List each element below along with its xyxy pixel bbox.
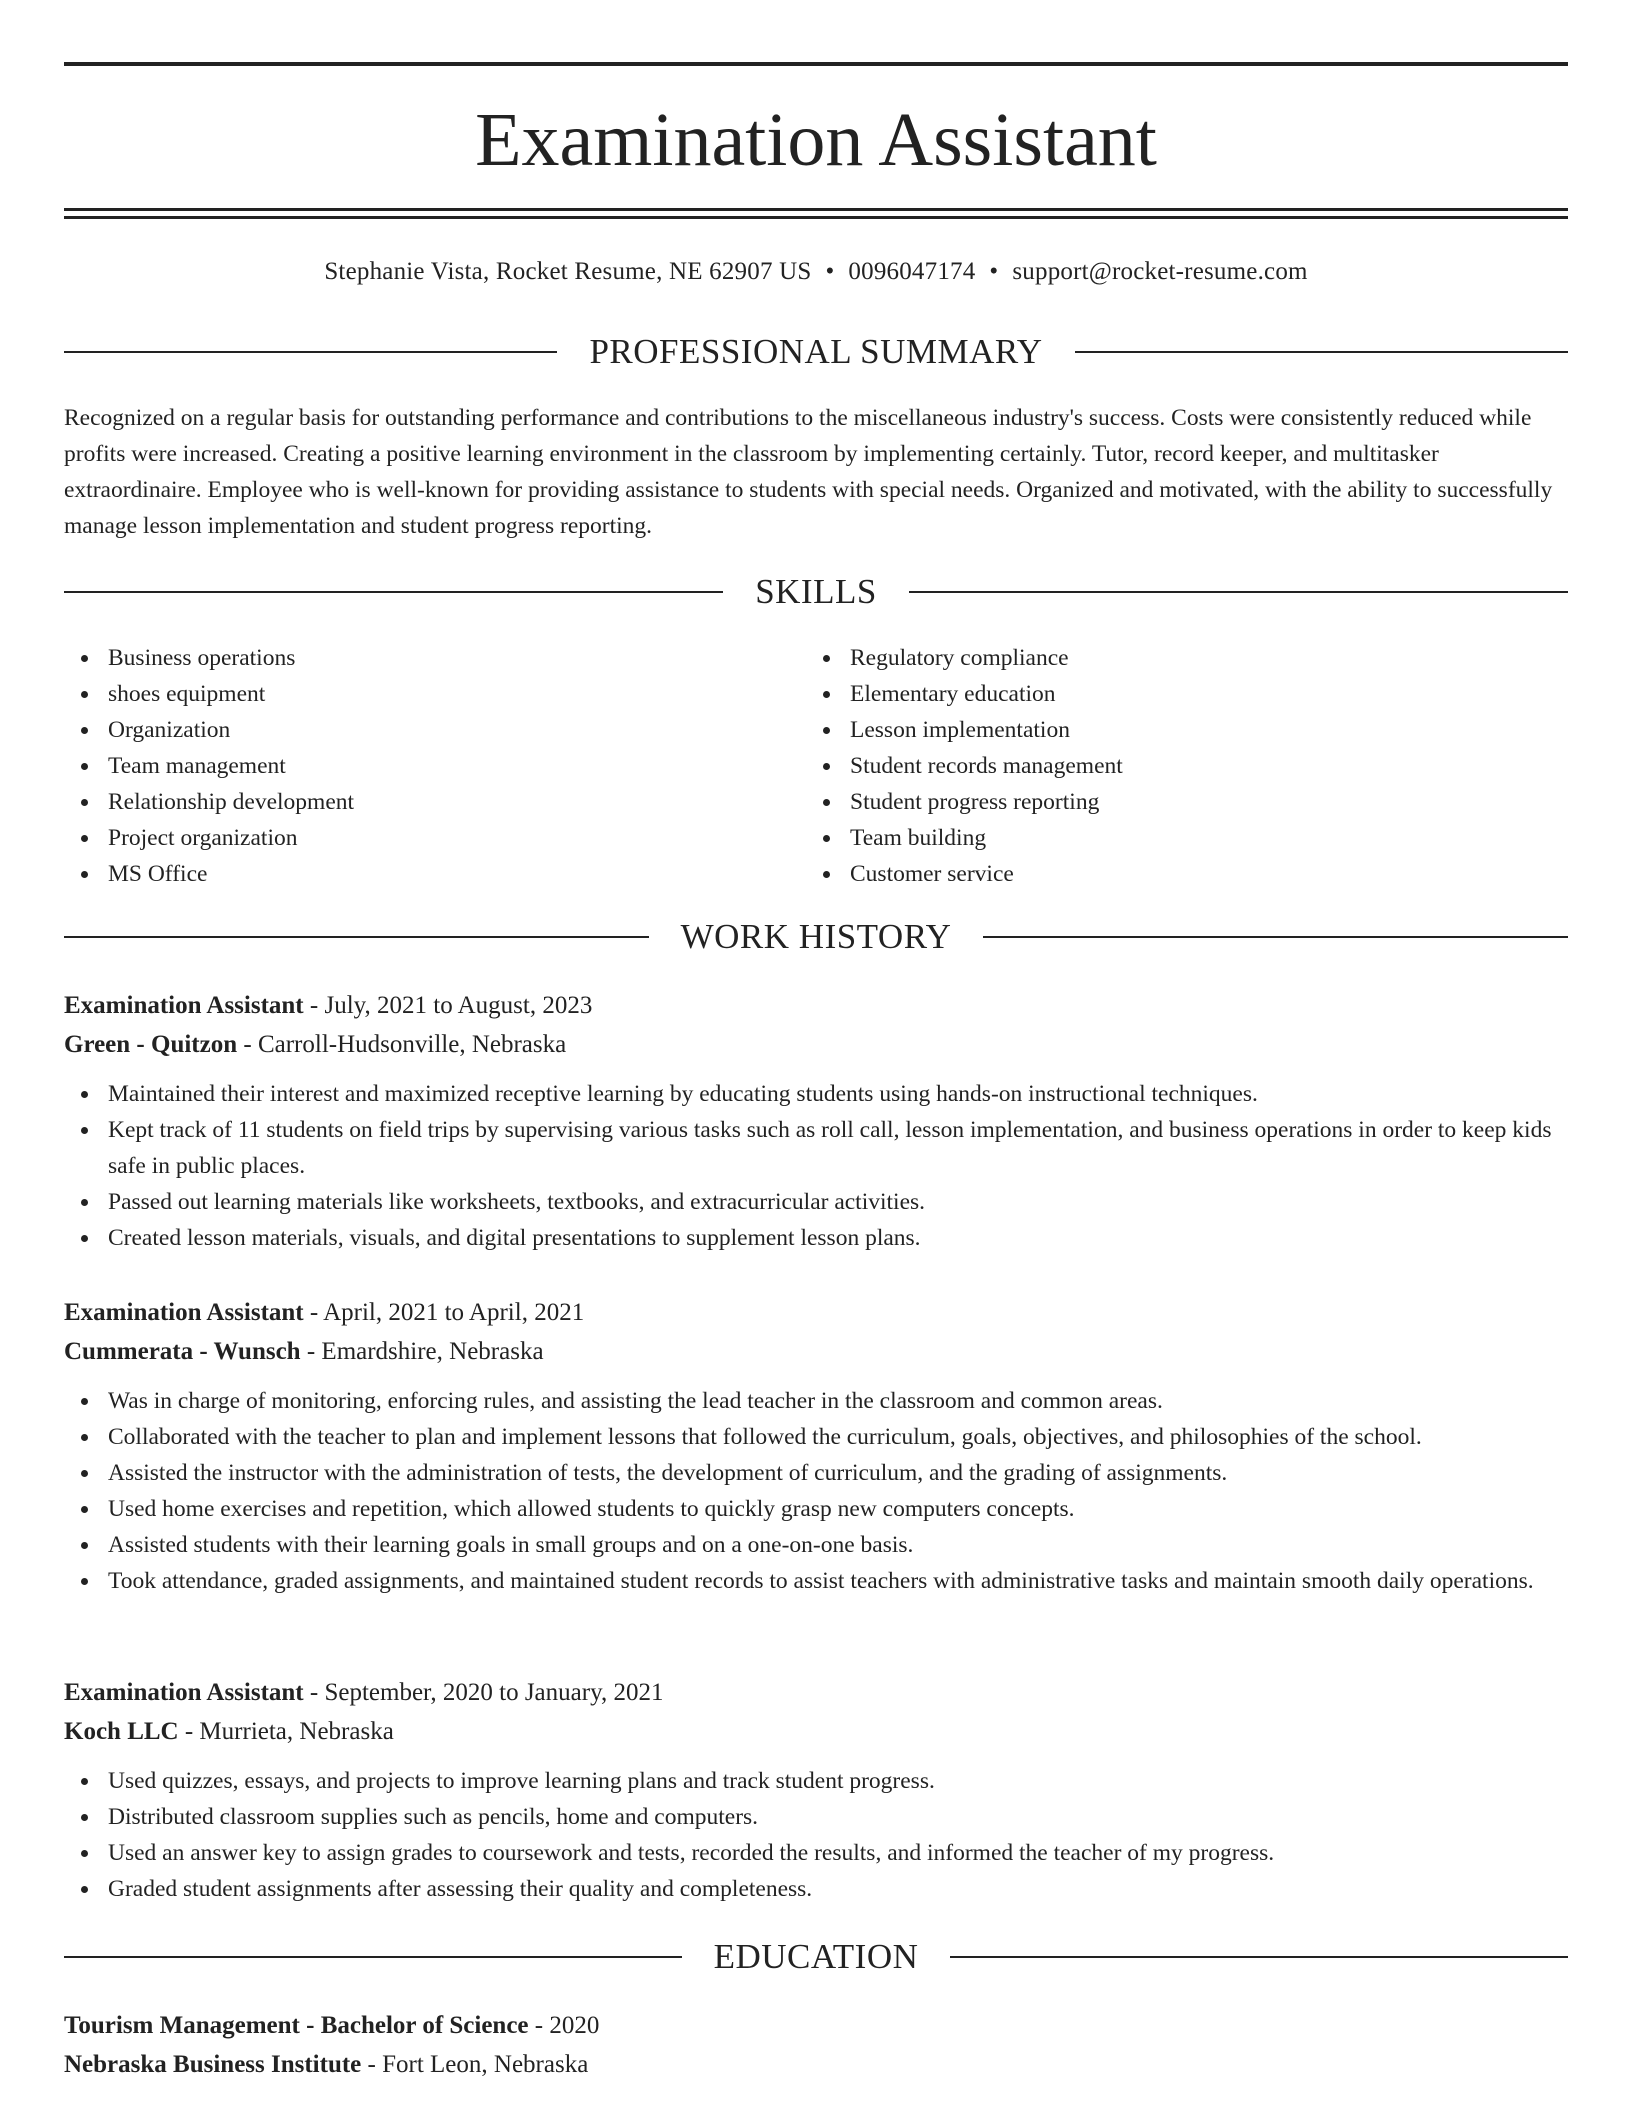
contact-address: Stephanie Vista, Rocket Resume, NE 62907 US xyxy=(324,258,812,285)
duty-item: Used home exercises and repetition, which allowed students to quickly grasp new computers concepts. xyxy=(64,1491,1568,1527)
education-school: Nebraska Business Institute xyxy=(64,2051,362,2078)
education-year: - 2020 xyxy=(528,2012,600,2039)
job-location: - Emardshire, Nebraska xyxy=(300,1338,544,1365)
duty-item: Kept track of 11 students on field trips by supervising various tasks such as roll call, lesson implementation, and business operations in order to keep kids safe in public places. xyxy=(64,1112,1568,1184)
title-rule-lower xyxy=(64,216,1568,219)
job-company: Koch LLC xyxy=(64,1718,179,1745)
education-degree: Tourism Management - Bachelor of Science xyxy=(64,2012,529,2039)
skill-item: Team building xyxy=(806,820,1548,856)
job-title: Examination Assistant xyxy=(64,992,304,1019)
job-title: Examination Assistant xyxy=(64,1679,304,1706)
skill-item: Team management xyxy=(64,748,806,784)
skill-item: Lesson implementation xyxy=(806,712,1548,748)
job-duties xyxy=(64,1383,1568,1599)
contact-separator: • xyxy=(989,258,999,285)
contact-line xyxy=(64,255,1568,289)
education-degree-line xyxy=(64,2006,1568,2045)
section-rule-right xyxy=(950,1956,1568,1958)
skill-item: Organization xyxy=(64,712,806,748)
job-dates: - July, 2021 to August, 2023 xyxy=(303,992,593,1019)
duty-item: Passed out learning materials like worksheets, textbooks, and extracurricular activities. xyxy=(64,1184,1568,1220)
contact-separator: • xyxy=(825,258,835,285)
skill-item: Elementary education xyxy=(806,676,1548,712)
job-duties xyxy=(64,1076,1568,1256)
duty-item: Used quizzes, essays, and projects to improve learning plans and track student progress. xyxy=(64,1763,1568,1799)
duty-item: Created lesson materials, visuals, and digital presentations to supplement lesson plans. xyxy=(64,1220,1568,1256)
section-rule-right xyxy=(1075,351,1568,353)
duty-item: Used an answer key to assign grades to coursework and tests, recorded the results, and informed the teacher of my progress. xyxy=(64,1835,1568,1871)
section-title-summary: PROFESSIONAL SUMMARY xyxy=(589,332,1043,371)
contact-phone: 0096047174 xyxy=(848,258,976,285)
skill-item: Customer service xyxy=(806,856,1548,892)
job-title-line xyxy=(64,1293,1568,1332)
section-header-education xyxy=(64,1935,1568,1979)
job-location: - Carroll-Hudsonville, Nebraska xyxy=(237,1031,567,1058)
section-rule-left xyxy=(64,351,557,353)
skill-item: Business operations xyxy=(64,640,806,676)
section-rule-left xyxy=(64,1956,682,1958)
job-duties xyxy=(64,1763,1568,1907)
skill-item: Student records management xyxy=(806,748,1548,784)
section-header-skills xyxy=(64,570,1568,614)
skill-item: Regulatory compliance xyxy=(806,640,1548,676)
job-title: Examination Assistant xyxy=(64,1299,304,1326)
summary-text: Recognized on a regular basis for outstanding performance and contributions to the miscellaneous industry's success. Costs were consistently reduced while profits were increased. Creating a positive learning environment in the classroom by implementing certainly. Tutor, record keeper, and multitasker extraordinaire. Employee who is well-known for providing assistance to students with special needs. Organized and motivated, with the ability to successfully manage lesson implementation and student progress reporting. xyxy=(64,405,1553,539)
duty-item: Distributed classroom supplies such as pencils, home and computers. xyxy=(64,1799,1568,1835)
work-entry xyxy=(64,1673,1568,1907)
skill-item: MS Office xyxy=(64,856,806,892)
section-rule-left xyxy=(64,591,723,593)
resume-title: Examination Assistant xyxy=(475,98,1157,182)
section-header-summary xyxy=(64,330,1568,374)
skill-item: Student progress reporting xyxy=(806,784,1548,820)
section-title-work: WORK HISTORY xyxy=(680,917,952,956)
section-title-skills: SKILLS xyxy=(755,572,877,611)
duty-item: Maintained their interest and maximized receptive learning by educating students using hands-on instructional techniques. xyxy=(64,1076,1568,1112)
duty-item: Assisted students with their learning goals in small groups and on a one-on-one basis. xyxy=(64,1527,1568,1563)
top-rule xyxy=(64,62,1568,66)
job-title-line xyxy=(64,1673,1568,1712)
section-rule-right xyxy=(983,936,1568,938)
skill-item: shoes equipment xyxy=(64,676,806,712)
job-company: Cummerata - Wunsch xyxy=(64,1338,301,1365)
section-header-work xyxy=(64,915,1568,959)
job-dates: - April, 2021 to April, 2021 xyxy=(303,1299,585,1326)
education-entry xyxy=(64,2006,1568,2084)
job-company-line xyxy=(64,1712,1568,1751)
job-company-line xyxy=(64,1025,1568,1064)
duty-item: Was in charge of monitoring, enforcing rules, and assisting the lead teacher in the classroom and common areas. xyxy=(64,1383,1568,1419)
duty-item: Collaborated with the teacher to plan and implement lessons that followed the curriculum, goals, objectives, and philosophies of the school. xyxy=(64,1419,1568,1455)
job-company: Green - Quitzon xyxy=(64,1031,238,1058)
skills-column-right xyxy=(806,640,1548,892)
work-entry xyxy=(64,986,1568,1256)
duty-item: Took attendance, graded assignments, and maintained student records to assist teachers with administrative tasks and maintain smooth daily operations. xyxy=(64,1563,1568,1599)
job-title-line xyxy=(64,986,1568,1025)
skills-column-left xyxy=(64,640,806,892)
skill-item: Relationship development xyxy=(64,784,806,820)
job-company-line xyxy=(64,1332,1568,1371)
skill-item: Project organization xyxy=(64,820,806,856)
work-entry xyxy=(64,1293,1568,1599)
contact-email: support@rocket-resume.com xyxy=(1012,258,1308,285)
job-dates: - September, 2020 to January, 2021 xyxy=(303,1679,664,1706)
duty-item: Graded student assignments after assessing their quality and completeness. xyxy=(64,1871,1568,1907)
education-location: - Fort Leon, Nebraska xyxy=(361,2051,589,2078)
title-rule-upper xyxy=(64,208,1568,211)
section-title-education: EDUCATION xyxy=(713,1937,919,1976)
section-rule-left xyxy=(64,936,649,938)
education-school-line xyxy=(64,2045,1568,2084)
job-location: - Murrieta, Nebraska xyxy=(178,1718,394,1745)
skills-list xyxy=(64,640,1568,892)
section-rule-right xyxy=(909,591,1568,593)
duty-item: Assisted the instructor with the administration of tests, the development of curriculum, and the grading of assignments. xyxy=(64,1455,1568,1491)
